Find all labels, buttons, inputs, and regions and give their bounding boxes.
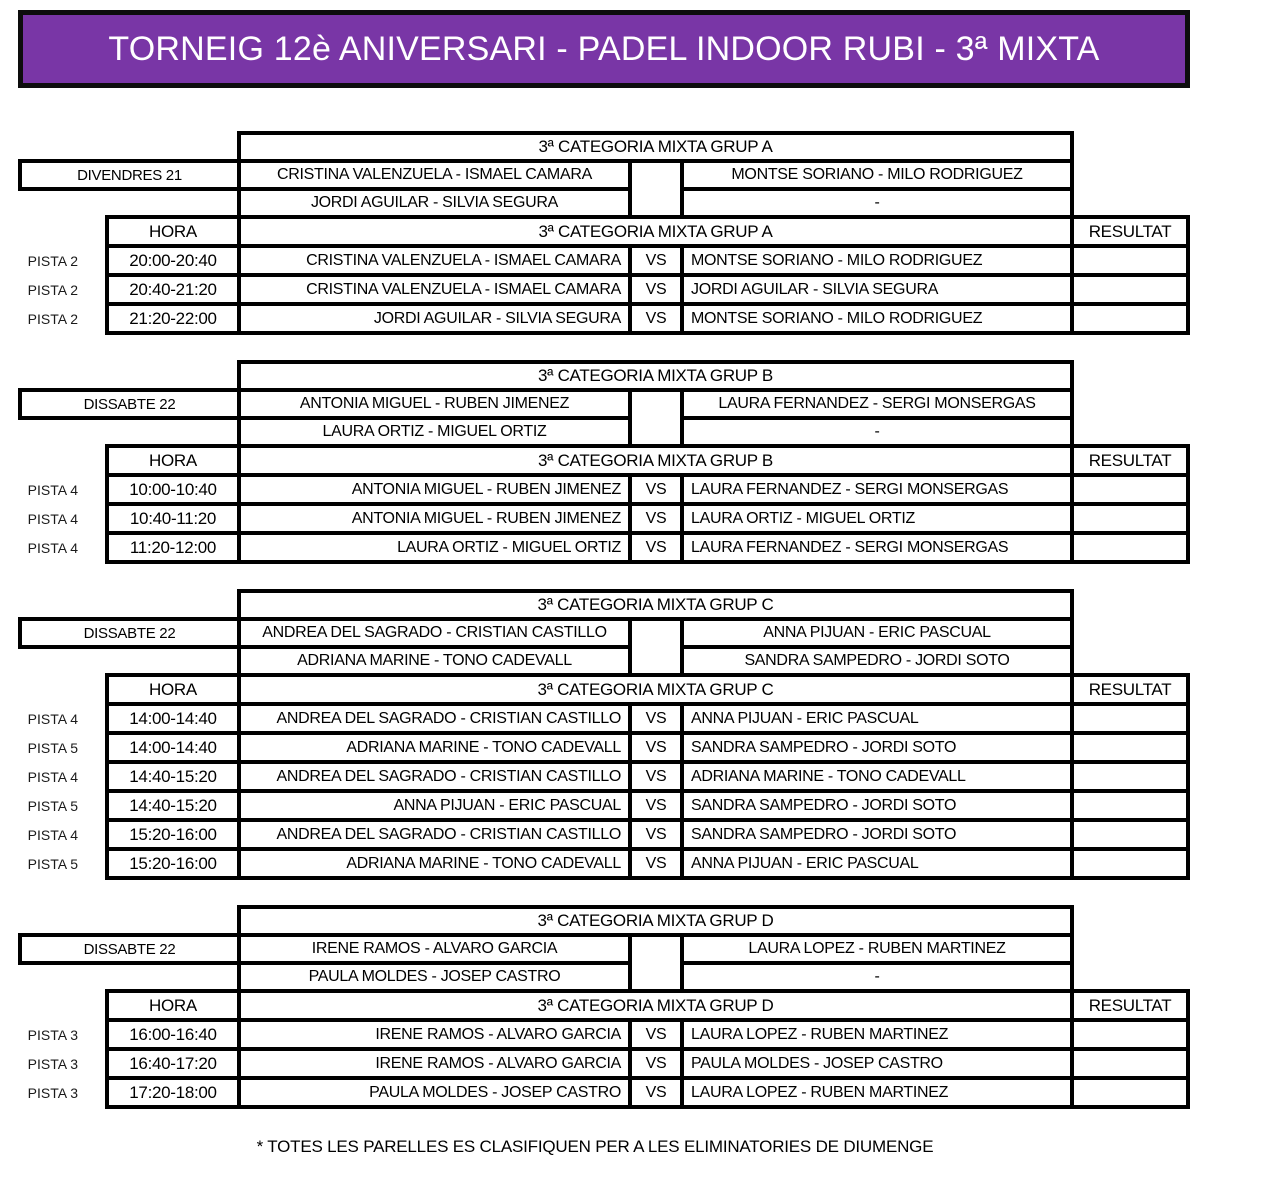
group-a-pair-right-2: -	[680, 187, 1074, 219]
match-team2-cell: MONTSE SORIANO - MILO RODRIGUEZ	[680, 244, 1074, 277]
pista-label: PISTA 2	[27, 310, 78, 327]
match-time-cell: 15:20-16:00	[105, 847, 241, 880]
match-time-cell: 14:00-14:40	[105, 731, 241, 764]
pista-label: PISTA 3	[27, 1026, 78, 1043]
match-result-cell	[1070, 531, 1190, 564]
match-team2-cell: SANDRA SAMPEDRO - JORDI SOTO	[680, 789, 1074, 822]
resultat-header: RESULTAT	[1070, 673, 1190, 706]
vs-cell: VS	[628, 244, 684, 277]
group-d-pair-left-2: PAULA MOLDES - JOSEP CASTRO	[237, 961, 632, 993]
pista-label: PISTA 2	[27, 281, 78, 298]
pista-label: PISTA 3	[27, 1084, 78, 1101]
hora-header: HORA	[105, 989, 241, 1022]
pista-label: PISTA 5	[27, 797, 78, 814]
match-team1-cell: ANNA PIJUAN - ERIC PASCUAL	[237, 789, 632, 822]
match-team1-cell: ANDREA DEL SAGRADO - CRISTIAN CASTILLO	[237, 760, 632, 793]
match-team2-cell: LAURA FERNANDEZ - SERGI MONSERGAS	[680, 531, 1074, 564]
group-d-pair-right-2: -	[680, 961, 1074, 993]
group-a-pair-left-2: JORDI AGUILAR - SILVIA SEGURA	[237, 187, 632, 219]
match-team1-cell: ADRIANA MARINE - TONO CADEVALL	[237, 731, 632, 764]
match-team2-cell: LAURA LOPEZ - RUBEN MARTINEZ	[680, 1018, 1074, 1051]
vs-cell: VS	[628, 731, 684, 764]
vs-cell: VS	[628, 473, 684, 506]
group-c-section	[0, 589, 1278, 880]
vs-cell: VS	[628, 302, 684, 335]
match-team1-cell: CRISTINA VALENZUELA - ISMAEL CAMARA	[237, 273, 632, 306]
vs-cell: VS	[628, 847, 684, 880]
match-result-cell	[1070, 1076, 1190, 1109]
hora-header: HORA	[105, 673, 241, 706]
group-c-pair-right-1: ANNA PIJUAN - ERIC PASCUAL	[680, 617, 1074, 649]
match-time-cell: 17:20-18:00	[105, 1076, 241, 1109]
group-b-pair-left-2: LAURA ORTIZ - MIGUEL ORTIZ	[237, 416, 632, 448]
group-c-pair-left-1: ANDREA DEL SAGRADO - CRISTIAN CASTILLO	[237, 617, 632, 649]
match-time-cell: 10:40-11:20	[105, 502, 241, 535]
group-a-pair-right-1: MONTSE SORIANO - MILO RODRIGUEZ	[680, 159, 1074, 191]
vs-cell: VS	[628, 1076, 684, 1109]
match-team2-cell: LAURA FERNANDEZ - SERGI MONSERGAS	[680, 473, 1074, 506]
group-a-matches	[0, 244, 1278, 335]
group-d-title: 3ª CATEGORIA MIXTA GRUP D	[237, 905, 1074, 937]
match-team2-cell: LAURA ORTIZ - MIGUEL ORTIZ	[680, 502, 1074, 535]
hora-header: HORA	[105, 215, 241, 248]
group-d-matches	[0, 1018, 1278, 1109]
group-a-title: 3ª CATEGORIA MIXTA GRUP A	[237, 131, 1074, 163]
vs-cell: VS	[628, 1018, 684, 1051]
tournament-banner	[18, 10, 1190, 88]
match-time-cell: 16:00-16:40	[105, 1018, 241, 1051]
pista-label: PISTA 2	[27, 252, 78, 269]
match-time-cell: 21:20-22:00	[105, 302, 241, 335]
match-result-cell	[1070, 302, 1190, 335]
pista-label: PISTA 4	[27, 710, 78, 727]
resultat-header: RESULTAT	[1070, 989, 1190, 1022]
group-d-section	[0, 905, 1278, 1109]
group-d-day-label: DISSABTE 22	[18, 933, 241, 965]
match-team1-cell: PAULA MOLDES - JOSEP CASTRO	[237, 1076, 632, 1109]
match-time-cell: 14:40-15:20	[105, 789, 241, 822]
pista-label: PISTA 4	[27, 481, 78, 498]
match-team2-cell: ADRIANA MARINE - TONO CADEVALL	[680, 760, 1074, 793]
group-b-schedule-title: 3ª CATEGORIA MIXTA GRUP B	[237, 444, 1074, 477]
pista-label: PISTA 4	[27, 510, 78, 527]
vs-cell: VS	[628, 818, 684, 851]
match-time-cell: 20:40-21:20	[105, 273, 241, 306]
match-team2-cell: JORDI AGUILAR - SILVIA SEGURA	[680, 273, 1074, 306]
group-c-title: 3ª CATEGORIA MIXTA GRUP C	[237, 589, 1074, 621]
group-a-schedule-title: 3ª CATEGORIA MIXTA GRUP A	[237, 215, 1074, 248]
vs-cell: VS	[628, 760, 684, 793]
match-row	[0, 531, 1278, 564]
match-team1-cell: ANDREA DEL SAGRADO - CRISTIAN CASTILLO	[237, 818, 632, 851]
match-team2-cell: SANDRA SAMPEDRO - JORDI SOTO	[680, 731, 1074, 764]
pista-label: PISTA 4	[27, 539, 78, 556]
hora-header: HORA	[105, 444, 241, 477]
group-a-day-label: DIVENDRES 21	[18, 159, 241, 191]
match-time-cell: 20:00-20:40	[105, 244, 241, 277]
match-team2-cell: MONTSE SORIANO - MILO RODRIGUEZ	[680, 302, 1074, 335]
pista-label: PISTA 3	[27, 1055, 78, 1072]
match-time-cell: 15:20-16:00	[105, 818, 241, 851]
match-team2-cell: SANDRA SAMPEDRO - JORDI SOTO	[680, 818, 1074, 851]
vs-cell: VS	[628, 702, 684, 735]
footer-note: * TOTES LES PARELLES ES CLASIFIQUEN PER A LES ELIMINATORIES DE DIUMENGE	[256, 1137, 934, 1156]
match-result-cell	[1070, 847, 1190, 880]
match-time-cell: 14:40-15:20	[105, 760, 241, 793]
group-d-pair-left-1: IRENE RAMOS - ALVARO GARCIA	[237, 933, 632, 965]
match-team1-cell: ANDREA DEL SAGRADO - CRISTIAN CASTILLO	[237, 702, 632, 735]
group-c-day-label: DISSABTE 22	[18, 617, 241, 649]
match-row	[0, 302, 1278, 335]
pista-label: PISTA 5	[27, 739, 78, 756]
match-time-cell: 14:00-14:40	[105, 702, 241, 735]
group-b-pair-right-2: -	[680, 416, 1074, 448]
group-b-day-label: DISSABTE 22	[18, 388, 241, 420]
group-d-schedule-title: 3ª CATEGORIA MIXTA GRUP D	[237, 989, 1074, 1022]
match-team2-cell: LAURA LOPEZ - RUBEN MARTINEZ	[680, 1076, 1074, 1109]
match-team1-cell: ADRIANA MARINE - TONO CADEVALL	[237, 847, 632, 880]
group-c-matches	[0, 702, 1278, 880]
resultat-header: RESULTAT	[1070, 444, 1190, 477]
match-team2-cell: ANNA PIJUAN - ERIC PASCUAL	[680, 847, 1074, 880]
match-row	[0, 847, 1278, 880]
vs-cell: VS	[628, 502, 684, 535]
match-team1-cell: JORDI AGUILAR - SILVIA SEGURA	[237, 302, 632, 335]
match-time-cell: 11:20-12:00	[105, 531, 241, 564]
group-c-pair-left-2: ADRIANA MARINE - TONO CADEVALL	[237, 645, 632, 677]
group-c-schedule-title: 3ª CATEGORIA MIXTA GRUP C	[237, 673, 1074, 706]
tournament-title: TORNEIG 12è ANIVERSARI - PADEL INDOOR RUBI - 3ª MIXTA	[108, 29, 1100, 68]
vs-cell: VS	[628, 789, 684, 822]
match-team1-cell: IRENE RAMOS - ALVARO GARCIA	[237, 1018, 632, 1051]
group-a-section	[0, 131, 1278, 335]
group-b-section	[0, 360, 1278, 564]
group-b-pair-right-1: LAURA FERNANDEZ - SERGI MONSERGAS	[680, 388, 1074, 420]
match-time-cell: 16:40-17:20	[105, 1047, 241, 1080]
group-a-pair-left-1: CRISTINA VALENZUELA - ISMAEL CAMARA	[237, 159, 632, 191]
match-time-cell: 10:00-10:40	[105, 473, 241, 506]
vs-cell: VS	[628, 531, 684, 564]
match-team1-cell: IRENE RAMOS - ALVARO GARCIA	[237, 1047, 632, 1080]
match-team1-cell: ANTONIA MIGUEL - RUBEN JIMENEZ	[237, 502, 632, 535]
group-b-matches	[0, 473, 1278, 564]
match-row	[0, 1076, 1278, 1109]
match-team2-cell: ANNA PIJUAN - ERIC PASCUAL	[680, 702, 1074, 735]
group-b-title: 3ª CATEGORIA MIXTA GRUP B	[237, 360, 1074, 392]
group-b-pair-left-1: ANTONIA MIGUEL - RUBEN JIMENEZ	[237, 388, 632, 420]
pista-label: PISTA 5	[27, 855, 78, 872]
pista-label: PISTA 4	[27, 768, 78, 785]
match-team1-cell: CRISTINA VALENZUELA - ISMAEL CAMARA	[237, 244, 632, 277]
match-team2-cell: PAULA MOLDES - JOSEP CASTRO	[680, 1047, 1074, 1080]
resultat-header: RESULTAT	[1070, 215, 1190, 248]
group-c-pair-right-2: SANDRA SAMPEDRO - JORDI SOTO	[680, 645, 1074, 677]
pista-label: PISTA 4	[27, 826, 78, 843]
match-team1-cell: LAURA ORTIZ - MIGUEL ORTIZ	[237, 531, 632, 564]
match-team1-cell: ANTONIA MIGUEL - RUBEN JIMENEZ	[237, 473, 632, 506]
group-d-pair-right-1: LAURA LOPEZ - RUBEN MARTINEZ	[680, 933, 1074, 965]
vs-cell: VS	[628, 273, 684, 306]
vs-cell: VS	[628, 1047, 684, 1080]
